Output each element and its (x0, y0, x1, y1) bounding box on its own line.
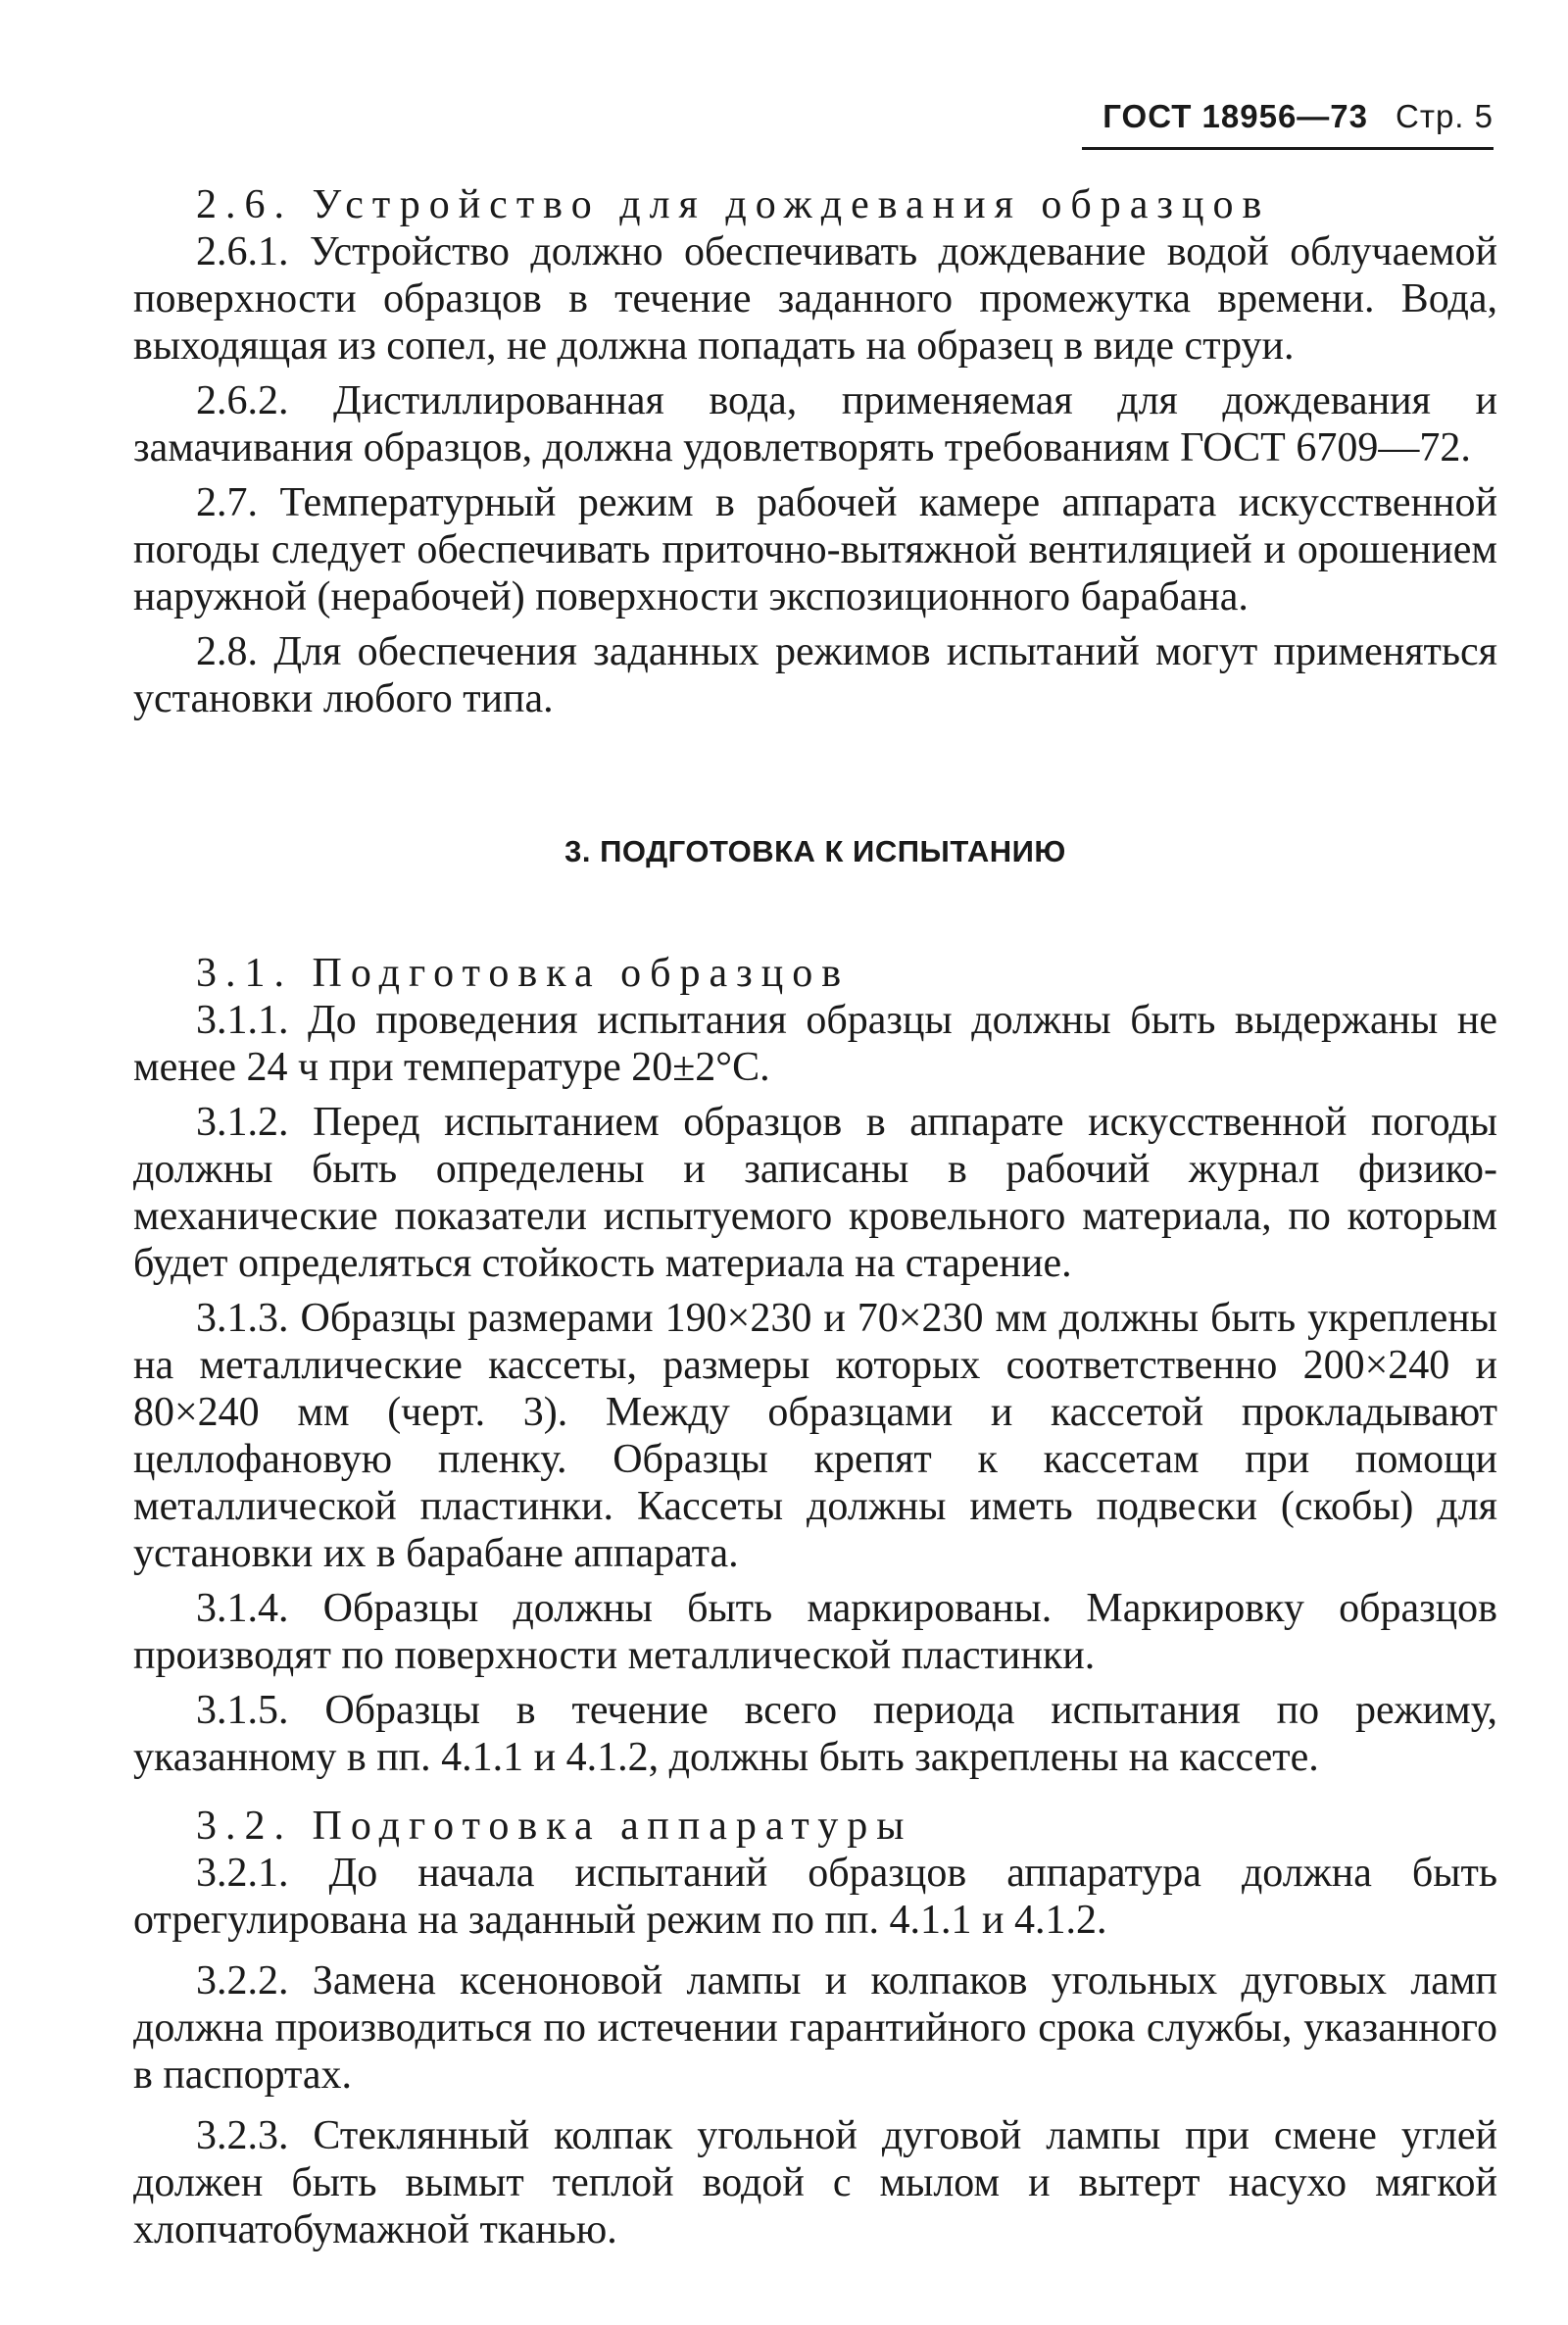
page-header (1102, 98, 1494, 135)
paragraph-3-1-1: 3.1.1. До проведения испытания образцы должны быть выдержаны не менее 24 ч при температуре 20±2°С. (133, 998, 1497, 1090)
header-rule (1082, 147, 1494, 150)
paragraph-2-6-2: 2.6.2. Дистиллированная вода, применяемая для дождевания и замачивания образцов, должна удовлетворять требованиям ГОСТ 6709—72. (133, 378, 1497, 470)
paragraph-2-7: 2.7. Температурный режим в рабочей камере аппарата искусственной погоды следует обеспечивать приточно-вытяжной вентиляцией и орошением наружной (нерабочей) поверхности экспозиционного барабана. (133, 480, 1497, 619)
subsection-title-3-2: 3.2. Подготовка аппаратуры (196, 1804, 913, 1849)
document-body (133, 181, 1497, 2253)
section-title-3: 3. ПОДГОТОВКА К ИСПЫТАНИЮ (564, 834, 1066, 868)
subsection-title-2-6: 2.6. Устройство для дождевания образцов (196, 182, 1271, 227)
paragraph-3-2-2: 3.2.2. Замена ксеноновой лампы и колпаков угольных дуговых ламп должна производиться по истечении гарантийного срока службы, указанного в паспортах. (133, 1958, 1497, 2098)
paragraph-3-1-5: 3.1.5. Образцы в течение всего периода испытания по режиму, указанному в пп. 4.1.1 и 4.1.2, должны быть закреплены на кассете. (133, 1688, 1497, 1780)
paragraph-3-1-4: 3.1.4. Образцы должны быть маркированы. Маркировку образцов производят по поверхности металлической пластинки. (133, 1586, 1497, 1678)
paragraph-3-1-2: 3.1.2. Перед испытанием образцов в аппарате искусственной погоды должны быть определены и записаны в рабочий журнал физико-механические показатели испытуемого кровельного материала, по которым будет определяться стойкость материала на старение. (133, 1100, 1497, 1286)
paragraph-3-1-3: 3.1.3. Образцы размерами 190×230 и 70×230 мм должны быть укреплены на металлические кассеты, размеры которых соответственно 200×240 и 80×240 мм (черт. 3). Между образцами и кассетой прокладывают целлофановую пленку. Образцы крепят к кассетам при помощи металлической пластинки. Кассеты должны иметь подвески (скобы) для установки их в барабане аппарата. (133, 1296, 1497, 1576)
paragraph-3-2-1: 3.2.1. До начала испытаний образцов аппаратура должна быть отрегулирована на заданный режим по пп. 4.1.1 и 4.1.2. (133, 1851, 1497, 1943)
gost-number: ГОСТ 18956—73 (1102, 98, 1368, 134)
page-number: Стр. 5 (1396, 98, 1494, 134)
subsection-title-3-1: 3.1. Подготовка образцов (196, 951, 851, 996)
paragraph-2-8: 2.8. Для обеспечения заданных режимов испытаний могут применяться установки любого типа. (133, 629, 1497, 721)
paragraph-2-6-1: 2.6.1. Устройство должно обеспечивать дождевание водой облучаемой поверхности образцов в течение заданного промежутка времени. Вода, выходящая из сопел, не должна попадать на образец в виде струи. (133, 229, 1497, 369)
paragraph-3-2-3: 3.2.3. Стеклянный колпак угольной дуговой лампы при смене углей должен быть вымыт теплой водой с мылом и вытерт насухо мягкой хлопчатобумажной тканью. (133, 2113, 1497, 2252)
